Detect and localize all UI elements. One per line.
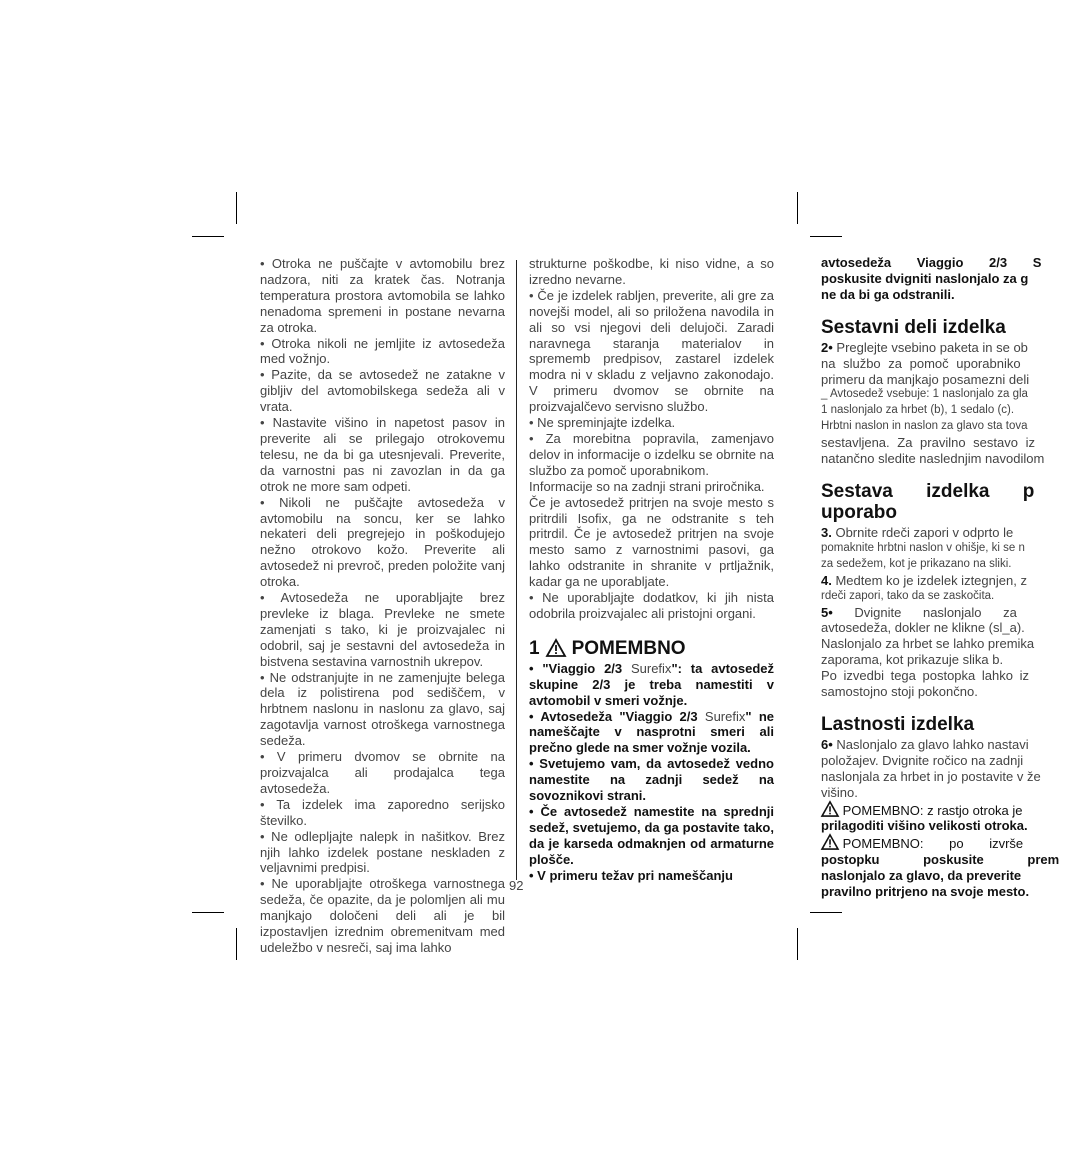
heading-number: 1 xyxy=(529,637,540,659)
intro-line: poskusite dvigniti naslonjalo za g xyxy=(821,270,1029,286)
paragraph: • Ne odstranjujte in ne zamenjujte belega dela iz polistirena pod sediščem, v hrbtnem naslonu in naslonu za glavo, saj zagotavlja varnost otroškega varnostnega sedeža. xyxy=(260,669,505,749)
warning-line: pravilno pritrjeno na svoje mesto. xyxy=(821,884,1030,900)
heading-text: POMEMBNO xyxy=(571,637,686,659)
section-title-features: Lastnosti izdelka xyxy=(821,713,975,735)
text-line: pomaknite hrbtni naslon v ohišje, ki se n xyxy=(821,541,1025,554)
important-item: • Če avtosedež namestite na sprednji sedež, svetujemo, da ga postavite tako, da je karseda odmaknjen od armaturne plošče. xyxy=(529,804,774,867)
warning-line: POMEMBNO: z rastjo otroka je xyxy=(821,801,1081,819)
paragraph: • Če je izdelek rabljen, preverite, ali gre za novejši model, ali so priložena navodila in ali so vsi njegovi deli delujoči. Zaradi naravnega staranja materialov in sprememb predpisov, zastarel izdelek modra ni v skladu z veljavno zakonodajo. V primeru dvomov se obrnite na proizvajalčevo servisno službo. xyxy=(529,287,774,415)
text-line: Hrbtni naslon in naslon za glavo sta tova xyxy=(821,420,1028,433)
paragraph: • Ne odlepljajte nalepk in našitkov. Brez njih lahko izdelek postane neskladen z veljavnimi predpisi. xyxy=(260,828,505,876)
text-line: avtosedeža, dokler ne klikne (sl_a). xyxy=(821,620,1025,636)
text-line: 1 naslonjalo za hrbet (b), 1 sedalo (c). xyxy=(821,404,1015,417)
text-line: Po izvedbi tega postopka lahko iz xyxy=(821,668,1029,684)
paragraph: • Ne uporabljajte otroškega varnostnega sedeža, če opazite, da je polomljen ali mu manjkajo določeni deli ali je bil izpostavljen izrednim obremenitvam med udeležbo v nesreči, saj ima lahko xyxy=(260,876,505,955)
text-line: na službo za pomoč uporabniko xyxy=(821,355,1021,371)
text-line: primeru da manjkajo posamezni deli xyxy=(821,371,1030,387)
paragraph: • Ta izdelek ima zaporedno serijsko številko. xyxy=(260,796,505,828)
paragraph: • Ne spreminjajte izdelka. xyxy=(529,415,676,431)
intro-line: ne da bi ga odstranili. xyxy=(821,286,955,302)
text-line: 2• Preglejte vsebino paketa in se ob xyxy=(821,339,1028,355)
text-line: za sedežem, kot je prikazano na sliki. xyxy=(821,557,1012,570)
page-number: 92 xyxy=(509,878,524,893)
text-line: položajev. Dvignite ročico na zadnji xyxy=(821,752,1024,768)
paragraph: strukturne poškodbe, ki niso vidne, a so izredno nevarne. xyxy=(529,256,774,287)
warning-line: prilagoditi višino velikosti otroka. xyxy=(821,818,1028,834)
text-line: sestavljena. Za pravilno sestavo iz xyxy=(821,435,1035,451)
paragraph: Informacije so na zadnji strani priročnika. xyxy=(529,478,765,494)
paragraph: Če je avtosedež pritrjen na svoje mesto s pritrdili Isofix, ga ne odstranite s teh pritrdil. Če je avtosedež pritrjen na svoje mesto samo z varnostnimi pasovi, ga lahko odstranite in shranite v prtljažnik, kadar ga ne uporabljate. xyxy=(529,494,774,590)
paragraph: • Nikoli ne puščajte avtosedeža v avtomobilu na soncu, ker se lahko nekateri deli pregrejejo in poškodujejo nežno otrokovo kožo. Preverite ali avtosedež ni prevroč, preden položite vanj otroka. xyxy=(260,494,505,590)
section-title-assembly: Sestava izdelka p uporabo xyxy=(821,480,1035,523)
text-line: višino. xyxy=(821,784,858,800)
text-line: natančno sledite naslednjim navodilom xyxy=(821,451,1045,467)
text-line: 4. Medtem ko je izdelek iztegnjen, z xyxy=(821,572,1027,588)
warning-icon xyxy=(821,801,839,817)
important-item: • "Viaggio 2/3 Surefix": ta avtosedež skupine 2/3 je treba namestiti v avtomobil v smeri vožnje. xyxy=(529,660,774,708)
paragraph: • Otroka ne puščajte v avtomobilu brez nadzora, niti za kratek čas. Notranja temperatura prostora avtomobila se lahko nenadoma spremeni in postane nevarna za otroka. xyxy=(260,256,505,335)
paragraph: • Pazite, da se avtosedež ne zatakne v gibljiv del avtomobilskega sedeža ali v vrata. xyxy=(260,367,505,415)
warning-line: POMEMBNO: po izvrše xyxy=(821,834,1081,852)
warning-icon xyxy=(821,834,839,850)
important-item: • Svetujemo vam, da avtosedež vedno namestite na zadnji sedež na sovoznikovi strani. xyxy=(529,756,774,804)
intro-line: avtosedeža Viaggio 2/3 S xyxy=(821,255,1042,270)
warning-line: naslonjalo za glavo, da preverite xyxy=(821,868,1022,884)
paragraph: • Otroka nikoli ne jemljite iz avtosedeža med vožnjo. xyxy=(260,335,505,367)
paragraph: • Za morebitna popravila, zamenjavo delov in informacije o izdelku se obrnite na službo za pomoč uporabnikom. xyxy=(529,430,774,478)
text-line: rdeči zapori, tako da se zaskočita. xyxy=(821,589,995,602)
paragraph: • Avtosedeža ne uporabljajte brez prevleke iz blaga. Prevleke ne smete zamenjati s tako, ki je proizvajalec ni odobril, saj je sestavni del avtosedeža in bistvena sestavina varnostnih ukrepov. xyxy=(260,590,505,669)
text-line: _ Avtosedež vsebuje: 1 naslonjalo za gla xyxy=(821,388,1028,401)
text-line: Naslonjalo za hrbet se lahko premika xyxy=(821,636,1035,652)
warning-line: postopku poskusite prem xyxy=(821,852,1060,868)
paragraph: • V primeru dvomov se obrnite na proizvajalca ali prodajalca tega avtosedeža. xyxy=(260,749,505,796)
text-line: zaporama, kot prikazuje slika b. xyxy=(821,652,1004,668)
section-title-components: Sestavni deli izdelka xyxy=(821,316,1006,338)
text-line: 3. Obrnite rdeči zapori v odprto le xyxy=(821,524,1014,540)
text-line: naslonjala za hrbet in jo postavite v že xyxy=(821,768,1041,784)
column-3 xyxy=(821,255,1081,900)
text-line: samostojno stoji pokončno. xyxy=(821,684,978,700)
text-line: 6• Naslonjalo za glavo lahko nastavi xyxy=(821,736,1029,752)
paragraph: • Ne uporabljajte dodatkov, ki jih nista odobrila proizvajalec ali pristojni organi. xyxy=(529,590,774,621)
important-item: • V primeru težav pri nameščanju xyxy=(529,867,733,883)
paragraph: • Nastavite višino in napetost pasov in preverite ali se prilegajo otrokovemu telesu, ne da bi ga utesnjevali. Preverite, da varnostni pas ni zavozlan in da ga otrok ne more sam odpeti. xyxy=(260,415,505,494)
important-item: • Avtosedeža "Viaggio 2/3 Surefix" ne nameščajte v nasprotni smeri ali prečno glede na smer vožnje vozila. xyxy=(529,708,774,756)
text-line: 5• Dvignite naslonjalo za xyxy=(821,604,1017,620)
